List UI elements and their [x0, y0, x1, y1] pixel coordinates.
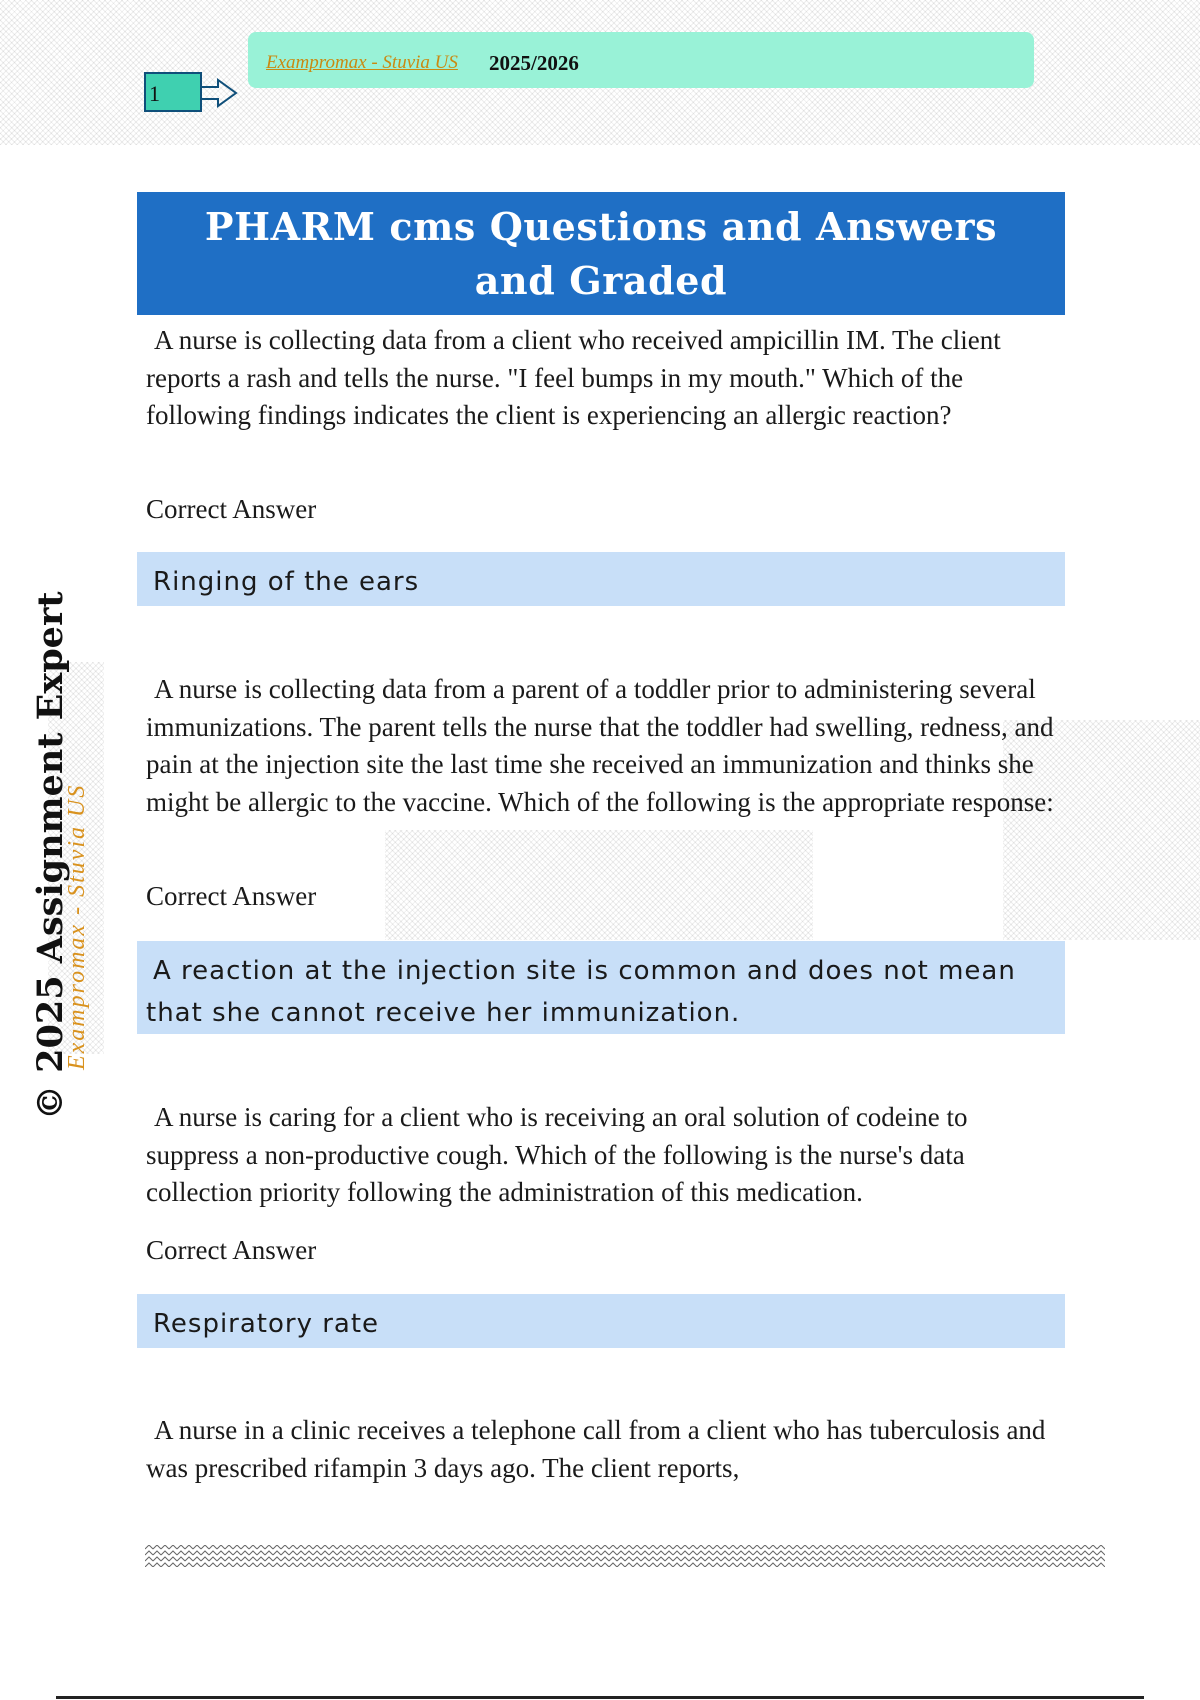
header-year: 2025/2026 [489, 51, 579, 75]
page-number-badge [144, 72, 202, 112]
question-text: A nurse in a clinic receives a telephone call from a client who has tuberculosis and was prescribed rifampin 3 days ago. The client reports, [146, 1415, 1046, 1483]
copyright-sidebar: © 2025 Assignment Expert [30, 591, 71, 1120]
header-banner [248, 32, 1034, 88]
answer-box: Ringing of the ears [137, 552, 1065, 606]
answer-box: Respiratory rate [137, 1294, 1065, 1348]
correct-answer-label: Correct Answer [146, 881, 317, 911]
hatch-patch-mid [385, 830, 813, 940]
page-title: PHARM cms Questions and Answers and Graded [204, 203, 998, 303]
arrow-right-icon [200, 78, 238, 108]
title-banner [137, 192, 1065, 315]
correct-answer-label: Correct Answer [146, 494, 317, 524]
watermark-sidebar: Exampromax - Stuvia US [64, 783, 90, 1070]
page-number: 1 [149, 81, 160, 106]
footer-rule [56, 1696, 1144, 1699]
question-text: A nurse is collecting data from a parent of a toddler prior to administering several immunizations. The parent tells the nurse that the toddler had swelling, redness, and pain at the injection site the last time she received an immunization and thinks she might be allergic to the vaccine. Which of the following is the appropriate response: [146, 674, 1054, 817]
source-link[interactable]: Exampromax - Stuvia US [266, 52, 458, 73]
question-text: A nurse is caring for a client who is receiving an oral solution of codeine to suppress a non-productive cough. Which of the following is the nurse's data collection priority following the administration of this medication. [146, 1102, 968, 1207]
zigzag-divider [145, 1545, 1105, 1567]
question-text: A nurse is collecting data from a client who received ampicillin IM. The client reports a rash and tells the nurse. "I feel bumps in my mouth." Which of the following findings indicates the client is experiencing an allergic reaction? [146, 325, 1001, 430]
answer-box: A reaction at the injection site is common and does not mean that she cannot receive her immunization. [137, 941, 1065, 1034]
correct-answer-label: Correct Answer [146, 1235, 317, 1265]
